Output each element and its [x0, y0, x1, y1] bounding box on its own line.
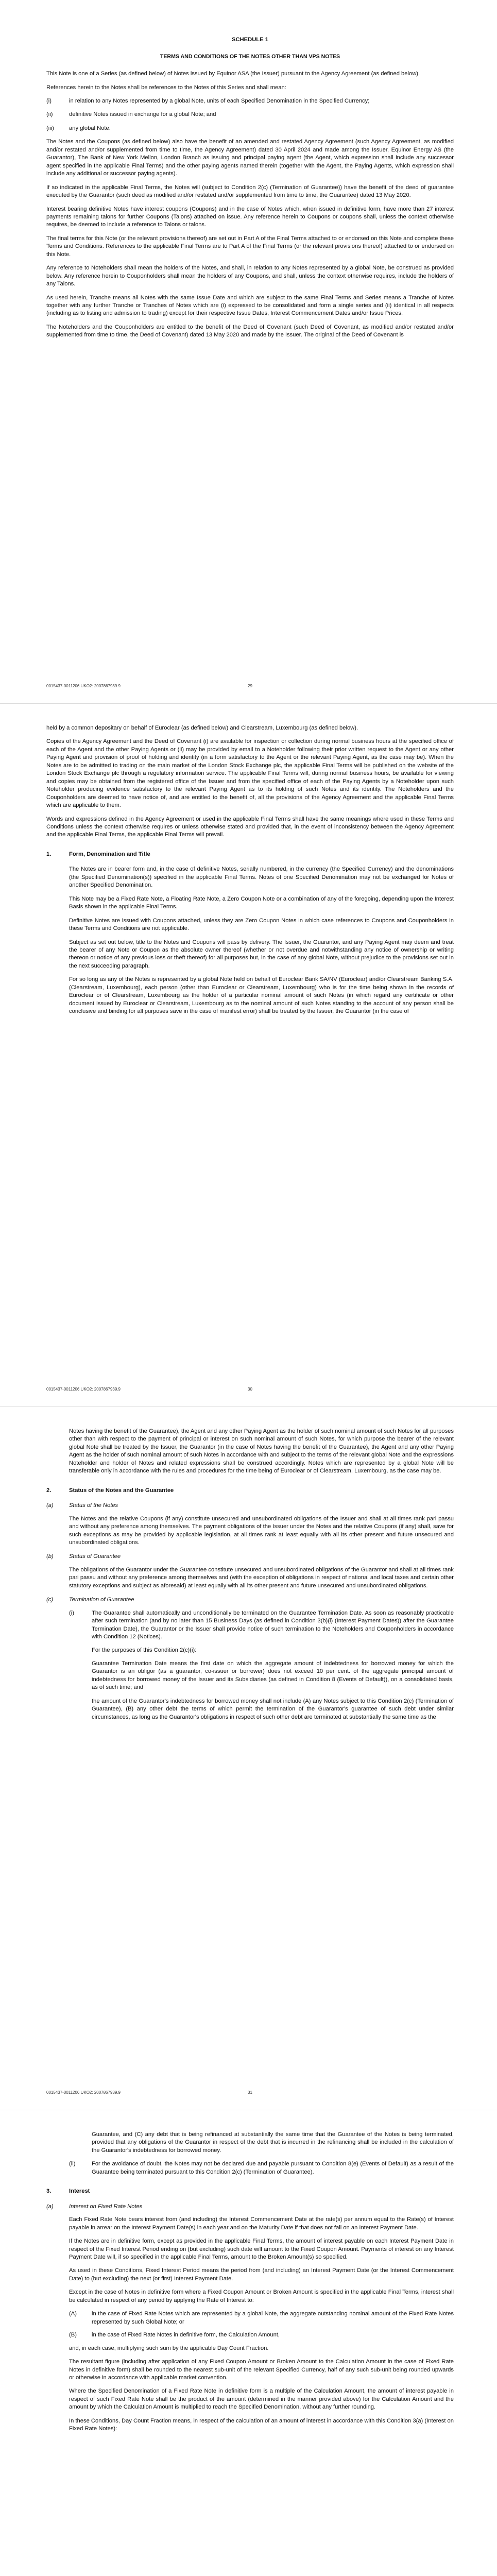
sub-clause-label: (ii)	[69, 2161, 76, 2167]
paragraph: The resultant figure (including after application of any Fixed Coupon Amount or Broken Amount to the Calculation Amount in the case of Fixed Rate Notes in definitive form) shall be rounded to the nearest sub-unit of the relevant Specified Currency, half of any such sub-unit being rounded upwards or otherwise in accordance with applicable market convention.	[69, 2359, 454, 2381]
paragraph: The Notes and the Coupons (as defined below) also have the benefit of an amended and restated Agency Agreement (such Agency Agreement, as modified and/or restated and/or supplemented from time to time, the Agency Agreement) dated 30 April 2024 and made among the Issuer, Equinor Energy AS (the Guarantor), The Bank of New York Mellon, London Branch as issuing and principal paying agent (the Agent, which expression shall include any successor agent specified in the applicable Final Terms) and the other paying agents named therein (together with the Agent, the Paying Agents, which expression shall include any additional or successor paying agents).	[46, 139, 454, 177]
paragraph: If the Notes are in definitive form, except as provided in the applicable Final Terms, the amount of interest payable on each Interest Payment Date in respect of the Fixed Interest Period ending on (but excluding) such date will amount to the Fixed Coupon Amount. Payments of interest on any Interest Payment Date will, if so specified in the applicable Final Terms, amount to the Broken Amount(s) so specified.	[69, 2238, 454, 2260]
paragraph: the amount of the Guarantor's indebtedness for borrowed money shall not include (A) any Notes subject to this Condition 2(c) (Termination of Guarantee), (B) any other debt the terms of which permit the termination of the Guarantor's guarantee of such debt under similar circumstances, as long as the Guarantor's obligations in respect of such other debt are terminated at substantially the same time as the	[92, 1698, 454, 1720]
list-item	[46, 111, 454, 118]
sub-clause-label: (A)	[69, 2311, 77, 2317]
paragraph: Interest bearing definitive Notes have interest coupons (Coupons) and in the case of Notes which, when issued in definitive form, have more than 27 interest payments remaining talons for further Coupons (Talons) attached on issue. Any reference herein to Coupons or coupons shall, unless the context otherwise requires, be deemed to include a reference to Talons or talons.	[46, 206, 454, 228]
section-number: 3.	[46, 2188, 52, 2195]
paragraph: Except in the case of Notes in definitive form where a Fixed Coupon Amount or Broken Amount is specified in the applicable Final Terms, interest shall be calculated in respect of any period by applying the Rate of Interest to:	[69, 2289, 454, 2303]
list-item	[46, 125, 454, 132]
subsection-number: (b)	[46, 1553, 54, 1560]
subsection-title: Status of Guarantee	[69, 1553, 121, 1560]
list-item-text: definitive Notes issued in exchange for a global Note; and	[69, 111, 216, 118]
paragraph: For so long as any of the Notes is represented by a global Note held on behalf of Euroclear Bank SA/NV (Euroclear) and/or Clearstream Banking S.A. (Clearstream, Luxembourg), each person (other than Euroclear or Clearstream, Luxembourg) who is for the time being shown in the records of Euroclear or of Clearstream, Luxembourg as the holder of a particular nominal amount of such Notes (in which regard any certificate or other document issued by Euroclear or Clearstream, Luxembourg as to the nominal amount of such Notes standing to the account of any person shall be conclusive and binding for all purposes save in the case of manifest error) shall be treated by the Issuer, the Guarantor (in the case of	[69, 976, 454, 1015]
paragraph: Words and expressions defined in the Agency Agreement or used in the applicable Final Terms shall have the same meanings where used in these Terms and Conditions unless the context otherwise requires or unless otherwise stated and provided that, in the event of inconsistency between the Agency Agreement and the applicable Final Terms, the applicable Final Terms will prevail.	[46, 816, 454, 838]
sub-clause	[69, 1609, 454, 1641]
paragraph: References herein to the Notes shall be references to the Notes of this Series and shall mean:	[46, 84, 286, 91]
section-heading	[46, 1487, 454, 1495]
sub-clause	[69, 2160, 454, 2176]
footer-reference: 0015437-0011206 UKO2: 2007867939.9	[46, 1387, 121, 1392]
paragraph: The Notes and the relative Coupons (if any) constitute unsecured and unsubordinated obligations of the Issuer and shall at all times rank pari passu and without any preference among themselves. The payment obligations of the Issuer under the Notes and the relative Coupons (if any) shall, save for such exceptions as may be provided by applicable legislation, at all times rank at least equally with all its other present and future unsecured and unsubordinated obligations.	[69, 1515, 454, 1546]
paragraph: The final terms for this Note (or the relevant provisions thereof) are set out in Part A of the Final Terms attached to or endorsed on this Note and complete these Terms and Conditions. References to the applicable Final Terms are to Part A of the Final Terms (or the relevant provisions thereof) attached to or endorsed on this Note.	[46, 235, 454, 258]
footer-reference: 0015437-0011206 UKO2: 2007867939.9	[46, 2090, 121, 2095]
subsection-heading	[46, 2203, 454, 2211]
paragraph: Copies of the Agency Agreement and the Deed of Covenant (i) are available for inspection or collection during normal business hours at the specified office of each of the Agent and the other Paying Agents or (ii) may be provided by email to a Noteholder following their prior written request to the Agent or any other Paying Agent and provision of proof of holding and identity (in a form satisfactory to the Agent or the relevant Paying Agent, as the case may be). When the Notes are to be admitted to trading on the main market of the London Stock Exchange plc, the applicable Final Terms will be published on the website of the London Stock Exchange plc through a regulatory information service. The applicable Final Terms will, during normal business hours, be available for viewing and copies may be obtained from the registered office of the Issuer and from the specified office of each of the Paying Agents by a Noteholder upon such Noteholder producing evidence satisfactory to the relevant Paying Agent as to its holding of such Notes and its identity. The Noteholders and the Couponholders are deemed to have notice of, and are entitled to the benefit of, all the provisions of the Agency Agreement and the applicable Final Terms which are applicable to them.	[46, 738, 454, 809]
section-title: Form, Denomination and Title	[69, 851, 150, 857]
paragraph: Notes having the benefit of the Guarantee), the Agent and any other Paying Agent as the holder of such nominal amount of such Notes for all purposes other than with respect to the payment of principal or interest on such nominal amount of such Notes, for which purpose the bearer of the relevant global Note shall be treated by the Issuer, the Guarantor (in the case of Notes having the benefit of the Guarantee), the Agent and any other Paying Agent as the holder of such nominal amount of such Notes in accordance with and subject to the terms of the relevant global Note and the expressions Noteholder and holder of Notes and related expressions shall be construed accordingly. Notes which are represented by a global Note will be transferable only in accordance with the rules and procedures for the time being of Euroclear or of Clearstream, Luxembourg, as the case may be.	[69, 1428, 454, 1475]
document-page-4	[0, 2110, 497, 2576]
schedule-title: SCHEDULE 1	[232, 37, 268, 43]
sub-clause-label: (B)	[69, 2332, 77, 2338]
footer-reference: 0015437-0011206 UKO2: 2007867939.9	[46, 684, 121, 688]
page-number: 30	[248, 1387, 252, 1392]
list-item	[46, 97, 454, 105]
section-title: Status of the Notes and the Guarantee	[69, 1487, 174, 1494]
paragraph: As used herein, Tranche means all Notes with the same Issue Date and which are subject to the same Final Terms and Series means a Tranche of Notes together with any further Tranche or Tranches of Notes which are (i) expressed to be consolidated and form a single series and (ii) identical in all respects (including as to listing and admission to trading) except for their respective Issue Dates, Interest Commencement Dates and/or Issue Prices.	[46, 294, 454, 317]
paragraph: Subject as set out below, title to the Notes and Coupons will pass by delivery. The Issuer, the Guarantor, and any Paying Agent may deem and treat the bearer of any Note or Coupon as the absolute owner thereof (whether or not overdue and notwithstanding any notice of ownership or writing thereon or notice of any previous loss or theft thereof) for all purposes but, in the case of any global Note, without prejudice to the provisions set out in the next succeeding paragraph.	[69, 939, 454, 969]
page-number: 31	[248, 2090, 252, 2095]
paragraph: This Note may be a Fixed Rate Note, a Floating Rate Note, a Zero Coupon Note or a combination of any of the foregoing, depending upon the Interest Basis shown in the applicable Final Terms.	[69, 895, 454, 910]
subsection-number: (a)	[46, 1502, 54, 1509]
paragraph: Any reference to Noteholders shall mean the holders of the Notes, and shall, in relation to any Notes represented by a global Note, be construed as provided below. Any reference herein to Couponholders shall mean the holders of any Coupons, and shall, unless the context otherwise requires, include the holders of any Talons.	[46, 265, 454, 287]
subsection-number: (a)	[46, 2203, 54, 2210]
subsection-number: (c)	[46, 1597, 54, 1603]
subsection-title: Status of the Notes	[69, 1502, 118, 1509]
list-item-label: (i)	[46, 97, 52, 104]
page-2-content	[46, 724, 454, 1022]
list-item-label: (ii)	[46, 111, 53, 118]
paragraph: This Note is one of a Series (as defined below) of Notes issued by Equinor ASA (the Issuer) pursuant to the Agency Agreement (as defined below).	[46, 71, 420, 77]
list-item-text: in relation to any Notes represented by a global Note, units of each Specified Denomination in the Specified Currency;	[69, 97, 370, 104]
page-number: 29	[248, 684, 252, 688]
section-number: 1.	[46, 851, 52, 857]
paragraph: The Notes are in bearer form and, in the case of definitive Notes, serially numbered, in the currency (the Specified Currency) and the denominations (the Specified Denomination(s)) specified in the applicable Final Terms. Notes of one Specified Denomination may not be exchanged for Notes of another Specified Denomination.	[69, 866, 454, 889]
paragraph: The obligations of the Guarantor under the Guarantee constitute unsecured and unsubordinated obligations of the Guarantor and shall at all times rank pari passu and without any preference among themselves and (with the exception of obligations in respect of national and local taxes and certain other statutory exceptions and subject as aforesaid) at least equally with all its other present and future unsecured and unsubordinated obligations.	[69, 1566, 454, 1589]
subsection-heading	[46, 1553, 454, 1561]
sub-clause	[69, 2310, 454, 2326]
page-footer	[46, 1387, 454, 1393]
document-page-3	[0, 1406, 497, 2110]
subsection-heading	[46, 1596, 454, 1604]
section-heading	[46, 851, 454, 858]
section-number: 2.	[46, 1487, 52, 1494]
sub-clause-text: in the case of Fixed Rate Notes which are represented by a global Note, the aggregate outstanding nominal amount of the Fixed Rate Notes represented by such Global Note; or	[92, 2311, 454, 2325]
paragraph: Each Fixed Rate Note bears interest from (and including) the Interest Commencement Date at the rate(s) per annum equal to the Rate(s) of Interest payable in arrear on the Interest Payment Date(s) in each year and on the Maturity Date if that does not fall on an Interest Payment Date.	[69, 2216, 454, 2231]
paragraph: In these Conditions, Day Count Fraction means, in respect of the calculation of an amount of interest in accordance with this Condition 3(a) (Interest on Fixed Rate Notes):	[69, 2417, 454, 2432]
page-1-content	[46, 21, 454, 345]
page-4-content	[46, 2131, 454, 2439]
page-footer	[46, 2090, 454, 2096]
page-3-content	[46, 1428, 454, 1727]
sub-clause-text: The Guarantee shall automatically and unconditionally be terminated on the Guarantee Termination Date. As soon as reasonably practicable after such termination (and by no later than 15 Business Days (as defined in Condition 3(b)(i) (Interest Payment Dates)) after the Guarantee Termination Date), the Guarantor or the Issuer shall provide notice of such termination to the Noteholders and Couponholders in accordance with Condition 12 (Notices).	[92, 1609, 454, 1640]
section-title: Interest	[69, 2188, 90, 2195]
paragraph: held by a common depositary on behalf of Euroclear (as defined below) and Clearstream, Luxembourg (as defined below).	[46, 725, 358, 731]
paragraph: The Noteholders and the Couponholders are entitled to the benefit of the Deed of Covenant (such Deed of Covenant, as modified and/or restated and/or supplemented from time to time, the Deed of Covenant) dated 13 May 2020 and made by the Issuer. The original of the Deed of Covenant is	[46, 324, 454, 338]
sub-clause-text: in the case of Fixed Rate Notes in definitive form, the Calculation Amount,	[92, 2332, 280, 2338]
list-item-text: any global Note.	[69, 125, 111, 131]
paragraph: Guarantee, and (C) any debt that is being refinanced at substantially the same time that the Guarantee of the Notes is being terminated, provided that any obligations of the Guarantor in respect of the debt that is incurred in the refinancing shall be included in the calculation of the Guarantor's indebtedness for borrowed money.	[92, 2131, 454, 2154]
paragraph: Definitive Notes are issued with Coupons attached, unless they are Zero Coupon Notes in which case references to Coupons and Couponholders in these Terms and Conditions are not applicable.	[69, 917, 454, 932]
document-page-2	[0, 703, 497, 1406]
subsection-heading	[46, 1502, 454, 1510]
sub-clause-text: For the avoidance of doubt, the Notes may not be declared due and payable pursuant to Condition 8(e) (Events of Default) as a result of the Guarantee being terminated pursuant to this Condition 2(c) (Termination of Guarantee).	[92, 2161, 454, 2175]
schedule-subtitle: TERMS AND CONDITIONS OF THE NOTES OTHER THAN VPS NOTES	[160, 54, 340, 60]
section-heading	[46, 2188, 454, 2195]
list-item-label: (iii)	[46, 125, 54, 131]
paragraph: For the purposes of this Condition 2(c)(i):	[92, 1647, 197, 1653]
paragraph: If so indicated in the applicable Final Terms, the Notes will (subject to Condition 2(c) (Termination of Guarantee)) have the benefit of the deed of guarantee executed by the Guarantor (such deed as modified and/or restated and/or supplemented from time to time, the Guarantee) dated 13 May 2020.	[46, 184, 454, 199]
sub-clause	[69, 2331, 454, 2339]
subsection-title: Termination of Guarantee	[69, 1597, 134, 1603]
paragraph: and, in each case, multiplying such sum by the applicable Day Count Fraction.	[69, 2345, 269, 2351]
page-footer	[46, 684, 454, 690]
document-page-1	[0, 0, 497, 703]
sub-clause-label: (i)	[69, 1609, 74, 1616]
paragraph: Where the Specified Denomination of a Fixed Rate Note in definitive form is a multiple of the Calculation Amount, the amount of interest payable in respect of such Fixed Rate Note shall be the product of the amount (determined in the manner provided above) for the Calculation Amount and the amount by which the Calculation Amount is multiplied to reach the Specified Denomination, without any further rounding.	[69, 2388, 454, 2411]
paragraph: As used in these Conditions, Fixed Interest Period means the period from (and including) an Interest Payment Date (or the Interest Commencement Date) to (but excluding) the next (or first) Interest Payment Date.	[69, 2267, 454, 2282]
paragraph: Guarantee Termination Date means the first date on which the aggregate amount of indebtedness for borrowed money for which the Guarantor is an obligor (as a guarantor, co-issuer or borrower) does not exceed 10 per cent. of the aggregate principal amount of indebtedness for borrowed money of the Issuer and its Subsidiaries (as defined in Condition 8 (Events of Default)), on a consolidated basis, as of such time; and	[92, 1660, 454, 1691]
subsection-title: Interest on Fixed Rate Notes	[69, 2203, 143, 2210]
